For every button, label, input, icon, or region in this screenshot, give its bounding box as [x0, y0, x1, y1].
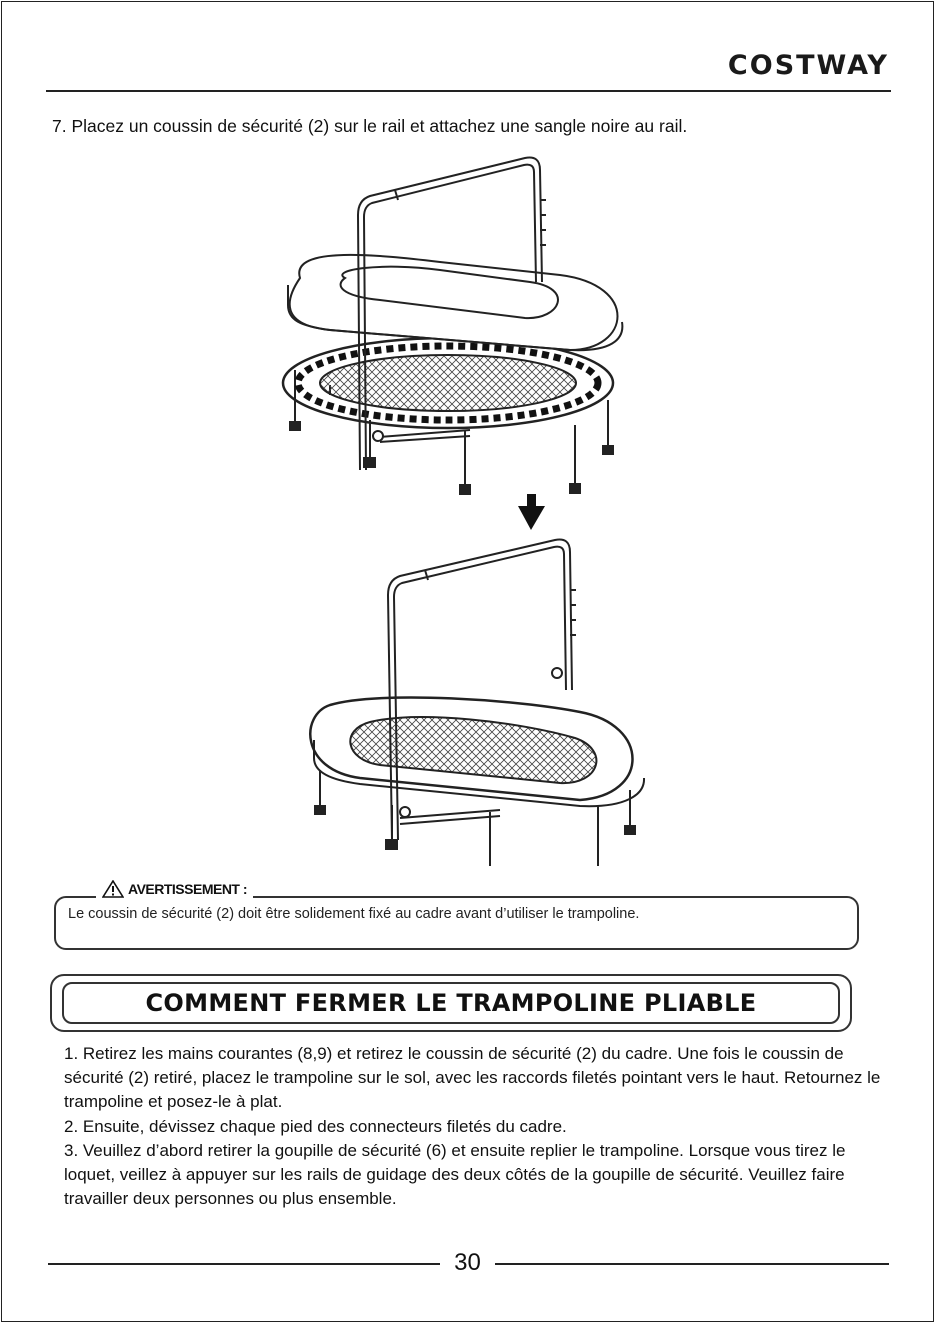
warning-text: Le coussin de sécurité (2) doit être solidement fixé au cadre avant d’utiliser le trampoline. — [68, 906, 640, 922]
page-number: 30 — [454, 1249, 481, 1276]
footer-divider-right — [495, 1263, 889, 1265]
warning-label-text: AVERTISSEMENT : — [128, 881, 248, 897]
instruction-step-2: 2. Ensuite, dévissez chaque pied des connecteurs filetés du cadre. — [64, 1116, 567, 1136]
instruction-step-3: 3. Veuillez d’abord retirer la goupille de sécurité (6) et ensuite replier le trampoline. Lorsque vous tirez le loquet, veillez à appuyer sur les rails de guidage des deux côtés de la goupille de sécurité. Veuillez faire travailler deux personnes ou plus ensemble. — [64, 1140, 846, 1209]
warning-label — [96, 880, 253, 898]
footer-divider-left — [48, 1263, 440, 1265]
section-title: COMMENT FERMER LE TRAMPOLINE PLIABLE — [145, 989, 757, 1017]
arrow-down-icon — [518, 494, 545, 530]
trampoline-with-cushion — [310, 540, 644, 867]
instruction-step-1: 1. Retirez les mains courantes (8,9) et retirez le coussin de sécurité (2) du cadre. Une fois le coussin de sécurité (2) retiré, placez le trampoline sur le sol, avec les raccords filetés pointant vers le haut. Retournez le trampoline et posez-le à plat. — [64, 1044, 881, 1112]
step-7-instruction: 7. Placez un coussin de sécurité (2) sur le rail et attachez une sangle noire au rail. — [52, 116, 688, 136]
section-header — [62, 982, 840, 1024]
warning-triangle-icon — [102, 880, 124, 898]
warning-box — [54, 896, 859, 950]
folding-instructions — [64, 1042, 884, 1211]
brand-logo: COSTWAY — [727, 50, 889, 81]
trampoline-before-cushion — [283, 158, 622, 495]
